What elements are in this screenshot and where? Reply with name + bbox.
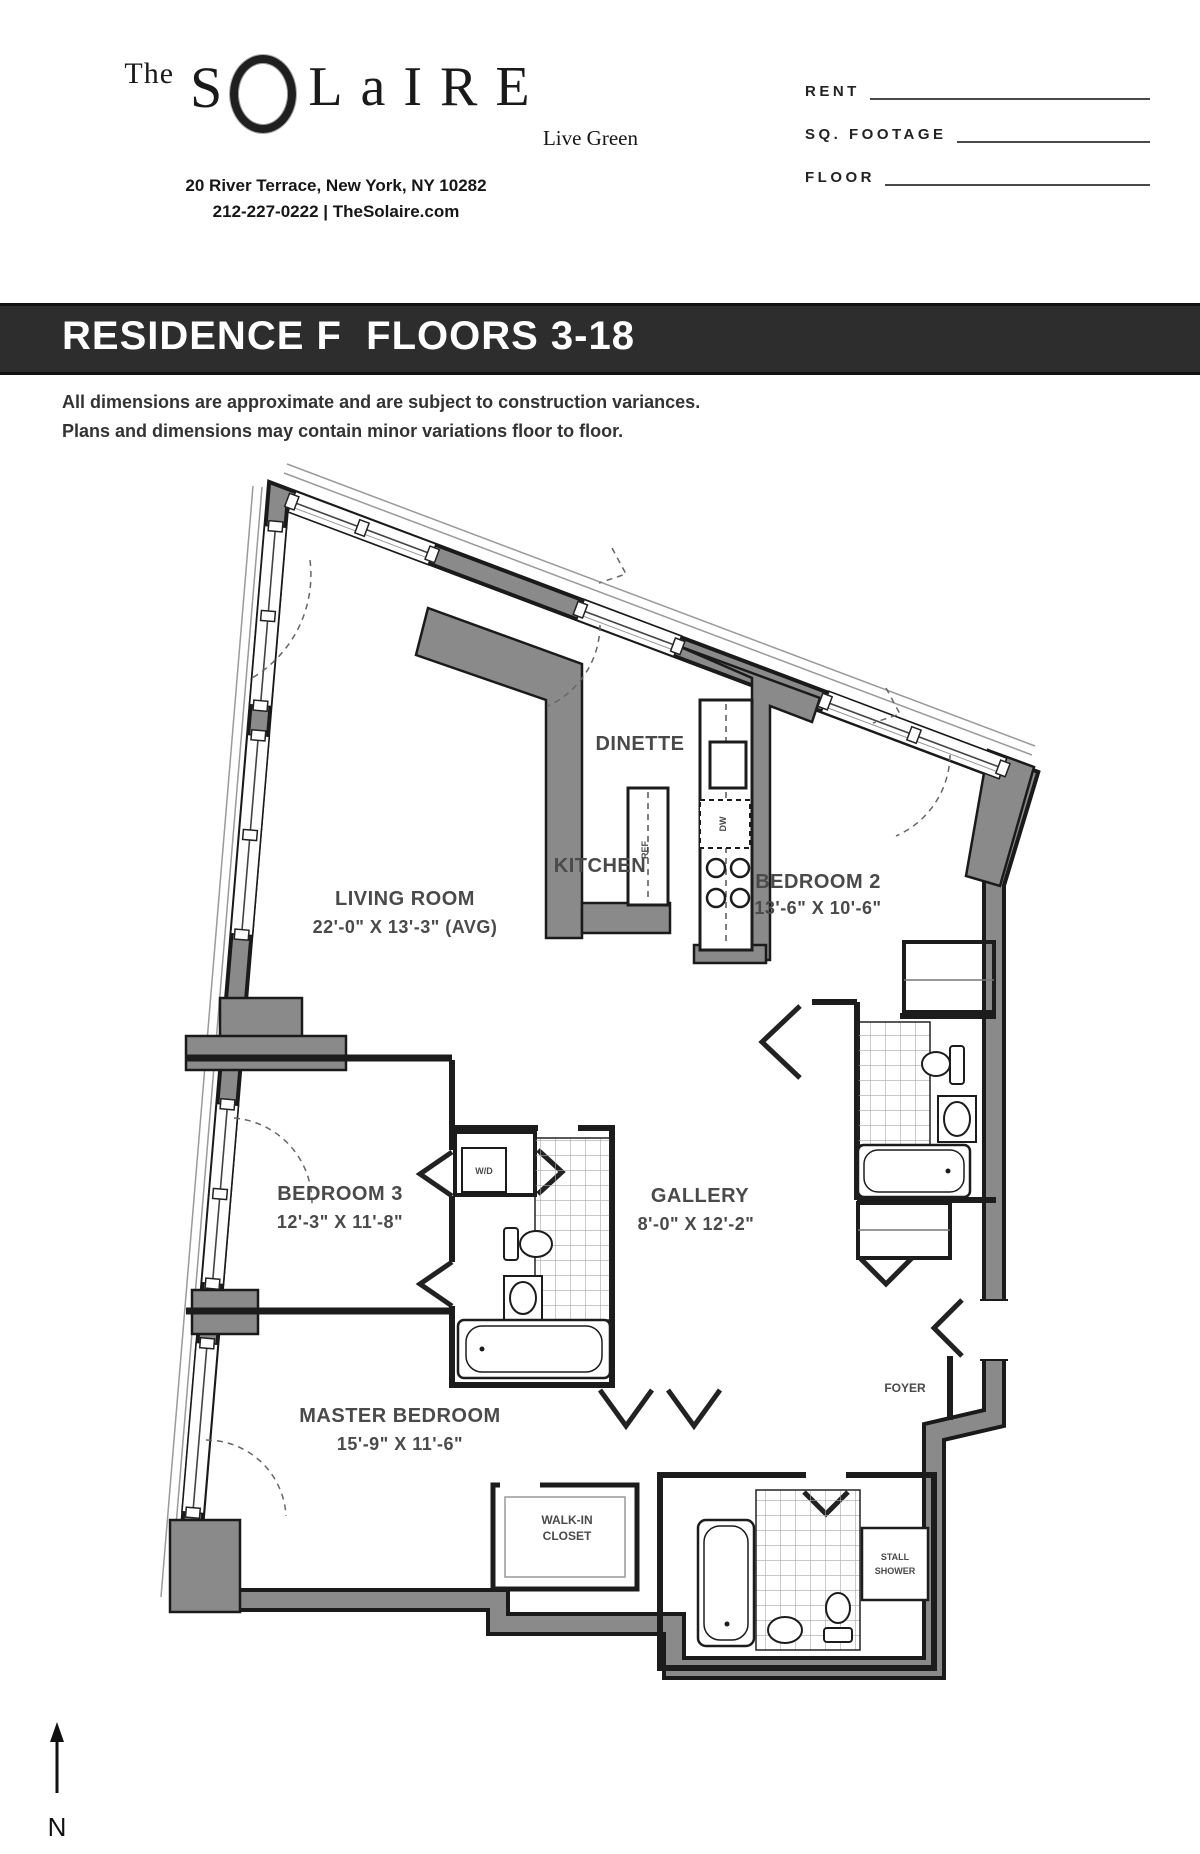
door-icon-entry bbox=[934, 1300, 962, 1356]
room-dims-living-room: 22'-0" X 13'-3" (AVG) bbox=[312, 917, 498, 937]
label-dishwasher: DW bbox=[718, 816, 728, 832]
residence-banner-title: RESIDENCE F FLOORS 3-18 bbox=[62, 314, 635, 358]
toilet-icon bbox=[826, 1593, 850, 1623]
label-foyer: FOYER bbox=[884, 1381, 926, 1395]
toilet-tank-icon bbox=[504, 1228, 518, 1260]
disclaimer-line-1: All dimensions are approximate and are subject to construction variances. bbox=[62, 392, 701, 412]
sink-basin-icon bbox=[944, 1102, 970, 1136]
bathtub-drain bbox=[946, 1169, 951, 1174]
window-icon bbox=[201, 1098, 239, 1289]
window-icon bbox=[283, 490, 441, 567]
room-label-bedroom3: BEDROOM 3 bbox=[277, 1183, 403, 1205]
toilet-icon bbox=[520, 1231, 552, 1257]
room-label-gallery: GALLERY bbox=[650, 1185, 750, 1207]
room-dims-gallery: 8'-0" X 12'-2" bbox=[637, 1214, 755, 1234]
toilet-icon bbox=[922, 1052, 950, 1076]
door-icon-master-left bbox=[600, 1390, 652, 1426]
label-washer-dryer: W/D bbox=[475, 1166, 493, 1176]
address-line-2: 212-227-0222 | TheSolaire.com bbox=[212, 202, 460, 222]
door-icon-bedroom2 bbox=[762, 1006, 800, 1078]
room-dims-bedroom3: 12'-3" X 11'-8" bbox=[276, 1212, 404, 1232]
window-icon bbox=[230, 729, 269, 940]
room-dims-bedroom2: 13'-6" X 10'-6" bbox=[754, 898, 882, 918]
bathtub-drain bbox=[480, 1347, 485, 1352]
sink-basin-icon bbox=[510, 1282, 536, 1314]
bathtub-inner bbox=[466, 1326, 602, 1372]
toilet-tank-icon bbox=[824, 1628, 852, 1642]
door-icon-bedroom3-lower bbox=[420, 1262, 452, 1306]
room-label-master-bedroom: MASTER BEDROOM bbox=[299, 1405, 501, 1427]
room-label-bedroom2: BEDROOM 2 bbox=[755, 871, 881, 893]
oven-icon bbox=[710, 742, 746, 788]
address-line-1: 20 River Terrace, New York, NY 10282 bbox=[185, 176, 487, 195]
label-stall-shower-2: SHOWER bbox=[874, 1566, 916, 1576]
brand-name-s: S bbox=[190, 54, 229, 120]
window-icon bbox=[249, 520, 287, 711]
window-icon bbox=[182, 1337, 219, 1518]
room-dims-master-bedroom: 15'-9" X 11'-6" bbox=[336, 1434, 464, 1454]
brand-tagline: Live Green bbox=[542, 126, 638, 150]
north-arrow-icon bbox=[48, 1722, 67, 1842]
label-walk-in-closet-2: CLOSET bbox=[542, 1529, 592, 1543]
field-floor-label: FLOOR bbox=[805, 169, 875, 186]
field-sq-footage-label: SQ. FOOTAGE bbox=[805, 126, 947, 143]
door-icon-master-right bbox=[668, 1390, 720, 1426]
label-stall-shower-1: STALL bbox=[880, 1552, 910, 1562]
brand-name-rest: LaIRE bbox=[308, 56, 548, 118]
window-icon bbox=[572, 598, 686, 659]
room-label-dinette: DINETTE bbox=[595, 733, 685, 755]
room-label-living-room: LIVING ROOM bbox=[335, 888, 475, 910]
label-refrigerator: REF bbox=[640, 841, 650, 859]
sink-basin-icon bbox=[768, 1617, 802, 1643]
toilet-tank-icon bbox=[950, 1046, 964, 1084]
window-icon bbox=[817, 690, 1012, 781]
brand-the: The bbox=[124, 57, 175, 90]
label-walk-in-closet-1: WALK-IN bbox=[541, 1513, 593, 1527]
door-icon-bedroom3-upper bbox=[420, 1152, 452, 1196]
stall-shower-icon bbox=[862, 1528, 928, 1600]
north-label: N bbox=[47, 1812, 67, 1842]
field-rent-label: RENT bbox=[805, 83, 860, 100]
room-label-kitchen: KITCHEN bbox=[553, 855, 647, 877]
disclaimer-line-2: Plans and dimensions may contain minor variations floor to floor. bbox=[62, 420, 624, 441]
bathtub-drain bbox=[725, 1622, 730, 1627]
door-icon-linen bbox=[860, 1258, 912, 1284]
